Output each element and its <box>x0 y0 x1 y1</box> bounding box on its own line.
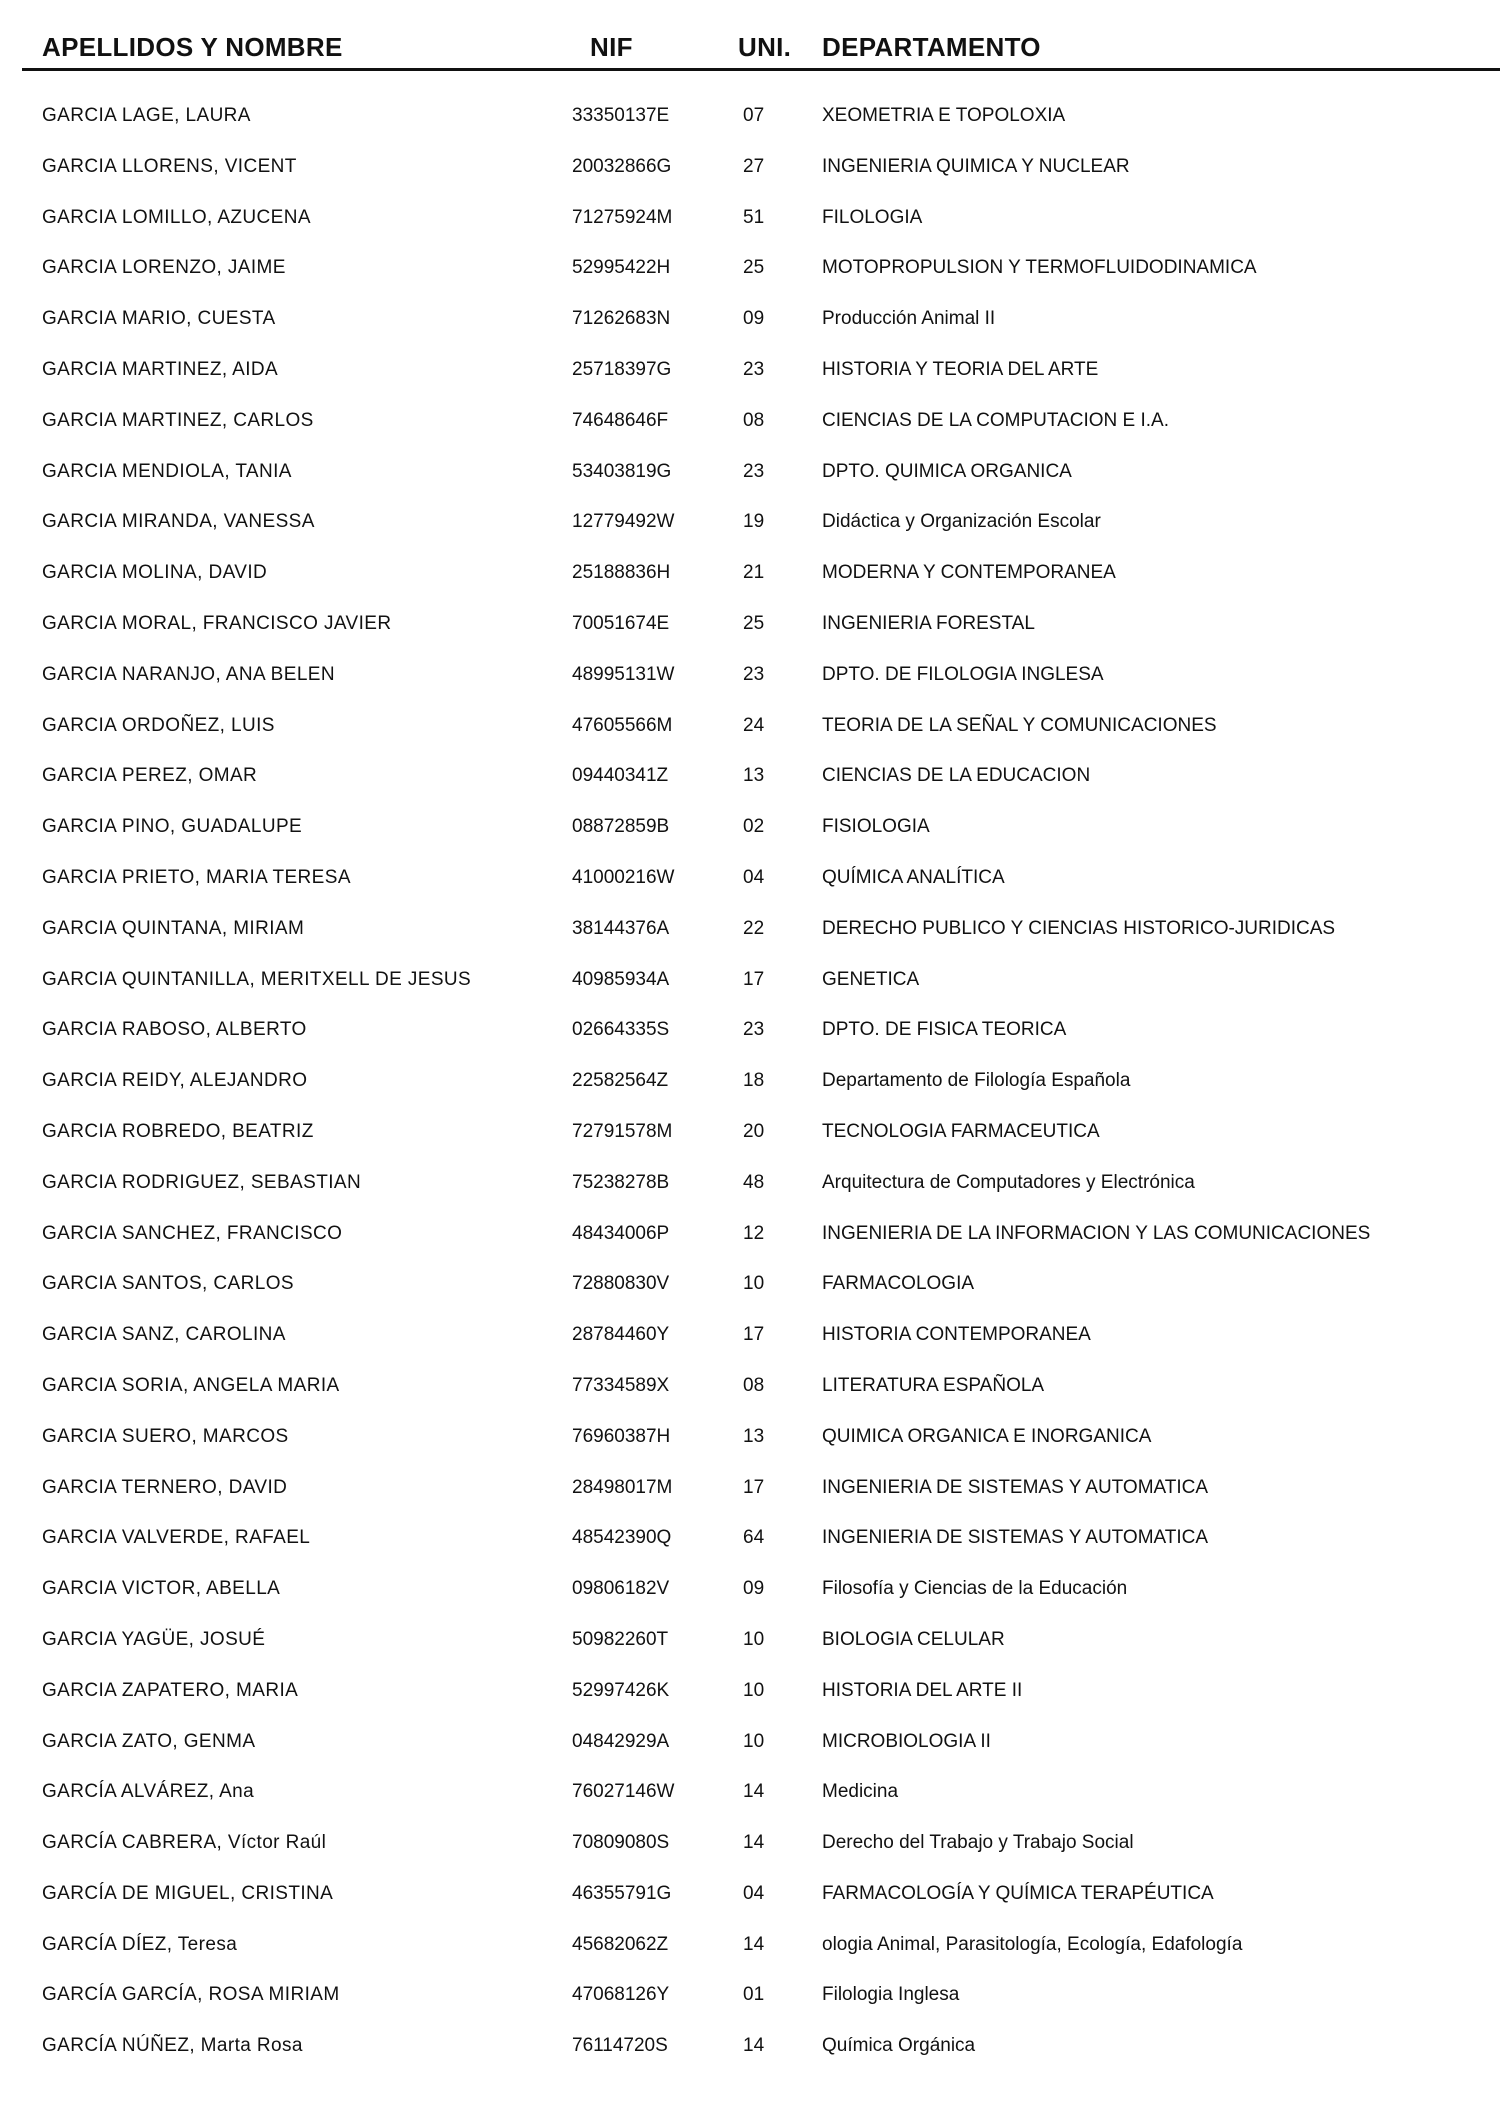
row-uni: 02 <box>743 816 765 838</box>
row-nif: 12779492W <box>572 511 675 533</box>
table-row <box>0 92 1500 143</box>
table-row <box>0 651 1500 702</box>
row-department: HISTORIA DEL ARTE II <box>822 1679 1023 1701</box>
row-nif: 25188836H <box>572 562 671 584</box>
row-nif: 25718397G <box>572 358 672 380</box>
table-row <box>0 346 1500 397</box>
table-row <box>0 1362 1500 1413</box>
row-department: CIENCIAS DE LA COMPUTACION E I.A. <box>822 409 1169 431</box>
row-uni: 07 <box>743 105 765 126</box>
row-uni: 12 <box>743 1222 765 1244</box>
row-department: QUIMICA ORGANICA E INORGANICA <box>822 1425 1152 1447</box>
header-department: DEPARTAMENTO <box>822 32 1041 62</box>
row-department: DPTO. QUIMICA ORGANICA <box>822 460 1072 482</box>
row-nif: 40985934A <box>572 968 670 990</box>
row-nif: 28784460Y <box>572 1324 670 1346</box>
row-uni: 10 <box>743 1273 765 1295</box>
row-uni: 23 <box>743 460 765 482</box>
row-uni: 19 <box>743 511 765 533</box>
row-name: GARCIA MIRANDA, VANESSA <box>42 511 315 533</box>
row-name: GARCIA RABOSO, ALBERTO <box>42 1019 307 1041</box>
table-row <box>0 956 1500 1007</box>
table-header <box>0 0 1500 70</box>
row-department: GENETICA <box>822 968 920 990</box>
row-name: GARCIA MARTINEZ, CARLOS <box>42 409 314 431</box>
table-row <box>0 600 1500 651</box>
row-name: GARCIA REIDY, ALEJANDRO <box>42 1070 308 1092</box>
row-name: GARCIA SANTOS, CARLOS <box>42 1273 294 1295</box>
row-nif: 45682062Z <box>572 1933 669 1955</box>
row-name: GARCIA PEREZ, OMAR <box>42 765 258 787</box>
row-name: GARCIA LLORENS, VICENT <box>42 155 297 177</box>
row-uni: 08 <box>743 409 765 431</box>
row-name: GARCIA MENDIOLA, TANIA <box>42 460 292 482</box>
row-nif: 53403819G <box>572 460 672 482</box>
row-department: ologia Animal, Parasitología, Ecología, Edafología <box>822 1933 1243 1955</box>
row-department: Medicina <box>822 1781 899 1803</box>
row-department: Didáctica y Organización Escolar <box>822 511 1101 533</box>
row-name: GARCIA ZATO, GENMA <box>42 1730 256 1752</box>
row-uni: 10 <box>743 1730 765 1752</box>
row-name: GARCÍA NÚÑEZ, Marta Rosa <box>42 2035 303 2057</box>
row-nif: 77334589X <box>572 1374 670 1396</box>
row-nif: 76960387H <box>572 1425 671 1447</box>
row-department: INGENIERIA DE SISTEMAS Y AUTOMATICA <box>822 1476 1209 1498</box>
table-row <box>0 1057 1500 1108</box>
row-uni: 64 <box>743 1527 765 1549</box>
row-department: XEOMETRIA E TOPOLOXIA <box>822 105 1066 126</box>
row-name: GARCIA QUINTANILLA, MERITXELL DE JESUS <box>42 968 472 990</box>
row-uni: 08 <box>743 1374 765 1396</box>
row-uni: 51 <box>743 206 765 228</box>
row-name: GARCIA MOLINA, DAVID <box>42 562 268 584</box>
row-nif: 22582564Z <box>572 1070 669 1092</box>
row-department: INGENIERIA FORESTAL <box>822 612 1035 634</box>
row-name: GARCÍA DÍEZ, Teresa <box>42 1933 238 1955</box>
row-department: QUÍMICA ANALÍTICA <box>822 866 1005 888</box>
table-body <box>0 92 1500 2073</box>
table-row <box>0 1311 1500 1362</box>
row-department: Derecho del Trabajo y Trabajo Social <box>822 1832 1134 1854</box>
row-nif: 52995422H <box>572 257 671 279</box>
row-name: GARCIA MORAL, FRANCISCO JAVIER <box>42 612 392 634</box>
row-uni: 21 <box>743 562 765 584</box>
row-department: Departamento de Filología Española <box>822 1070 1131 1092</box>
table-row <box>0 1819 1500 1870</box>
row-nif: 52997426K <box>572 1679 670 1701</box>
row-nif: 09806182V <box>572 1578 670 1600</box>
header-divider <box>22 68 1500 71</box>
row-uni: 23 <box>743 1019 765 1041</box>
row-nif: 48542390Q <box>572 1527 672 1549</box>
row-nif: 28498017M <box>572 1476 673 1498</box>
table-row <box>0 1210 1500 1261</box>
table-row <box>0 143 1500 194</box>
row-nif: 47068126Y <box>572 1984 670 2006</box>
row-department: BIOLOGIA CELULAR <box>822 1628 1005 1650</box>
row-nif: 71262683N <box>572 308 671 330</box>
row-uni: 04 <box>743 1882 765 1904</box>
row-name: GARCIA VALVERDE, RAFAEL <box>42 1527 311 1549</box>
table-row <box>0 1921 1500 1972</box>
row-nif: 74648646F <box>572 409 669 431</box>
row-nif: 09440341Z <box>572 765 669 787</box>
row-name: GARCÍA DE MIGUEL, CRISTINA <box>42 1882 334 1904</box>
row-uni: 25 <box>743 257 765 279</box>
table-row <box>0 1870 1500 1921</box>
row-name: GARCÍA CABRERA, Víctor Raúl <box>42 1832 327 1854</box>
row-department: MODERNA Y CONTEMPORANEA <box>822 562 1116 584</box>
table-row <box>0 1108 1500 1159</box>
row-department: FISIOLOGIA <box>822 816 930 838</box>
row-nif: 72791578M <box>572 1120 673 1142</box>
row-department: Arquitectura de Computadores y Electrónica <box>822 1171 1195 1193</box>
row-nif: 76027146W <box>572 1781 675 1803</box>
row-uni: 24 <box>743 714 765 736</box>
table-row <box>0 1464 1500 1515</box>
row-uni: 48 <box>743 1171 765 1193</box>
row-uni: 22 <box>743 917 765 939</box>
row-name: GARCIA SORIA, ANGELA MARIA <box>42 1374 340 1396</box>
row-nif: 48995131W <box>572 663 675 685</box>
row-uni: 14 <box>743 2035 765 2057</box>
row-name: GARCÍA GARCÍA, ROSA MIRIAM <box>42 1984 340 2006</box>
table-row <box>0 702 1500 753</box>
row-department: MICROBIOLOGIA II <box>822 1730 991 1752</box>
row-name: GARCIA SANCHEZ, FRANCISCO <box>42 1222 343 1244</box>
row-department: HISTORIA CONTEMPORANEA <box>822 1324 1091 1346</box>
row-uni: 13 <box>743 765 765 787</box>
row-department: INGENIERIA QUIMICA Y NUCLEAR <box>822 155 1130 177</box>
row-nif: 47605566M <box>572 714 673 736</box>
table-row <box>0 397 1500 448</box>
row-uni: 09 <box>743 308 765 330</box>
table-row <box>0 1413 1500 1464</box>
row-name: GARCIA SUERO, MARCOS <box>42 1425 289 1447</box>
row-uni: 01 <box>743 1984 765 2006</box>
table-row <box>0 2022 1500 2073</box>
table-row <box>0 1565 1500 1616</box>
row-department: FARMACOLOGIA <box>822 1273 975 1295</box>
row-department: CIENCIAS DE LA EDUCACION <box>822 765 1091 787</box>
row-name: GARCIA TERNERO, DAVID <box>42 1476 288 1498</box>
row-uni: 17 <box>743 968 765 990</box>
row-department: Filologia Inglesa <box>822 1984 960 2006</box>
row-nif: 46355791G <box>572 1882 672 1904</box>
row-uni: 09 <box>743 1578 765 1600</box>
row-department: LITERATURA ESPAÑOLA <box>822 1374 1045 1396</box>
header-name: APELLIDOS Y NOMBRE <box>42 32 343 62</box>
row-uni: 18 <box>743 1070 765 1092</box>
table-row <box>0 905 1500 956</box>
row-name: GARCIA LAGE, LAURA <box>42 105 251 126</box>
table-row <box>0 1159 1500 1210</box>
row-department: Filosofía y Ciencias de la Educación <box>822 1578 1128 1600</box>
row-nif: 38144376A <box>572 917 670 939</box>
row-nif: 70051674E <box>572 612 670 634</box>
row-nif: 48434006P <box>572 1222 670 1244</box>
row-uni: 14 <box>743 1781 765 1803</box>
row-uni: 20 <box>743 1120 765 1142</box>
table-row <box>0 1260 1500 1311</box>
row-uni: 14 <box>743 1832 765 1854</box>
row-department: INGENIERIA DE SISTEMAS Y AUTOMATICA <box>822 1527 1209 1549</box>
row-department: Producción Animal II <box>822 308 996 330</box>
row-uni: 13 <box>743 1425 765 1447</box>
row-nif: 02664335S <box>572 1019 670 1041</box>
row-name: GARCIA ZAPATERO, MARIA <box>42 1679 299 1701</box>
row-name: GARCIA RODRIGUEZ, SEBASTIAN <box>42 1171 362 1193</box>
row-name: GARCIA LORENZO, JAIME <box>42 257 286 279</box>
row-name: GARCIA PINO, GUADALUPE <box>42 816 303 838</box>
row-nif: 41000216W <box>572 866 675 888</box>
row-name: GARCIA QUINTANA, MIRIAM <box>42 917 305 939</box>
row-uni: 27 <box>743 155 765 177</box>
row-name: GARCIA ORDOÑEZ, LUIS <box>42 714 275 736</box>
row-name: GARCIA MARTINEZ, AIDA <box>42 358 279 380</box>
row-department: TEORIA DE LA SEÑAL Y COMUNICACIONES <box>822 714 1217 736</box>
row-nif: 33350137E <box>572 105 670 126</box>
row-department: TECNOLOGIA FARMACEUTICA <box>822 1120 1100 1142</box>
table-row <box>0 1971 1500 2022</box>
row-uni: 23 <box>743 358 765 380</box>
table-row <box>0 448 1500 499</box>
row-name: GARCIA MARIO, CUESTA <box>42 308 276 330</box>
row-nif: 70809080S <box>572 1832 670 1854</box>
row-uni: 10 <box>743 1628 765 1650</box>
table-row <box>0 194 1500 245</box>
row-name: GARCIA YAGÜE, JOSUÉ <box>42 1628 266 1650</box>
table-row <box>0 1667 1500 1718</box>
row-nif: 72880830V <box>572 1273 670 1295</box>
row-name: GARCIA VICTOR, ABELLA <box>42 1578 281 1600</box>
header-uni: UNI. <box>738 32 792 62</box>
header-nif: NIF <box>590 32 633 62</box>
row-name: GARCIA ROBREDO, BEATRIZ <box>42 1120 314 1142</box>
row-department: DERECHO PUBLICO Y CIENCIAS HISTORICO-JURIDICAS <box>822 917 1336 939</box>
row-name: GARCIA NARANJO, ANA BELEN <box>42 663 335 685</box>
row-name: GARCIA PRIETO, MARIA TERESA <box>42 866 351 888</box>
table-row <box>0 803 1500 854</box>
row-uni: 17 <box>743 1476 765 1498</box>
row-name: GARCIA LOMILLO, AZUCENA <box>42 206 311 228</box>
row-nif: 71275924M <box>572 206 673 228</box>
table-row <box>0 1006 1500 1057</box>
row-name: GARCIA SANZ, CAROLINA <box>42 1324 286 1346</box>
table-row <box>0 549 1500 600</box>
row-name: GARCÍA ALVÁREZ, Ana <box>42 1781 255 1803</box>
row-nif: 04842929A <box>572 1730 670 1752</box>
row-department: DPTO. DE FISICA TEORICA <box>822 1019 1067 1041</box>
row-nif: 50982260T <box>572 1628 669 1650</box>
row-uni: 25 <box>743 612 765 634</box>
table-row <box>0 1768 1500 1819</box>
table-row <box>0 854 1500 905</box>
table-row <box>0 498 1500 549</box>
table-row <box>0 1616 1500 1667</box>
row-department: Química Orgánica <box>822 2035 976 2057</box>
row-uni: 17 <box>743 1324 765 1346</box>
row-department: FARMACOLOGÍA Y QUÍMICA TERAPÉUTICA <box>822 1882 1214 1904</box>
row-department: INGENIERIA DE LA INFORMACION Y LAS COMUNICACIONES <box>822 1222 1371 1244</box>
row-uni: 10 <box>743 1679 765 1701</box>
row-nif: 76114720S <box>572 2035 668 2057</box>
table-row <box>0 752 1500 803</box>
row-department: DPTO. DE FILOLOGIA INGLESA <box>822 663 1104 685</box>
row-nif: 08872859B <box>572 816 670 838</box>
row-department: MOTOPROPULSION Y TERMOFLUIDODINAMICA <box>822 257 1257 279</box>
row-uni: 14 <box>743 1933 765 1955</box>
row-nif: 20032866G <box>572 155 672 177</box>
table-row <box>0 1514 1500 1565</box>
table-row <box>0 244 1500 295</box>
row-uni: 04 <box>743 866 765 888</box>
row-nif: 75238278B <box>572 1171 670 1193</box>
table-row <box>0 295 1500 346</box>
table-row <box>0 1718 1500 1769</box>
row-uni: 23 <box>743 663 765 685</box>
row-department: HISTORIA Y TEORIA DEL ARTE <box>822 358 1099 380</box>
row-department: FILOLOGIA <box>822 206 923 228</box>
